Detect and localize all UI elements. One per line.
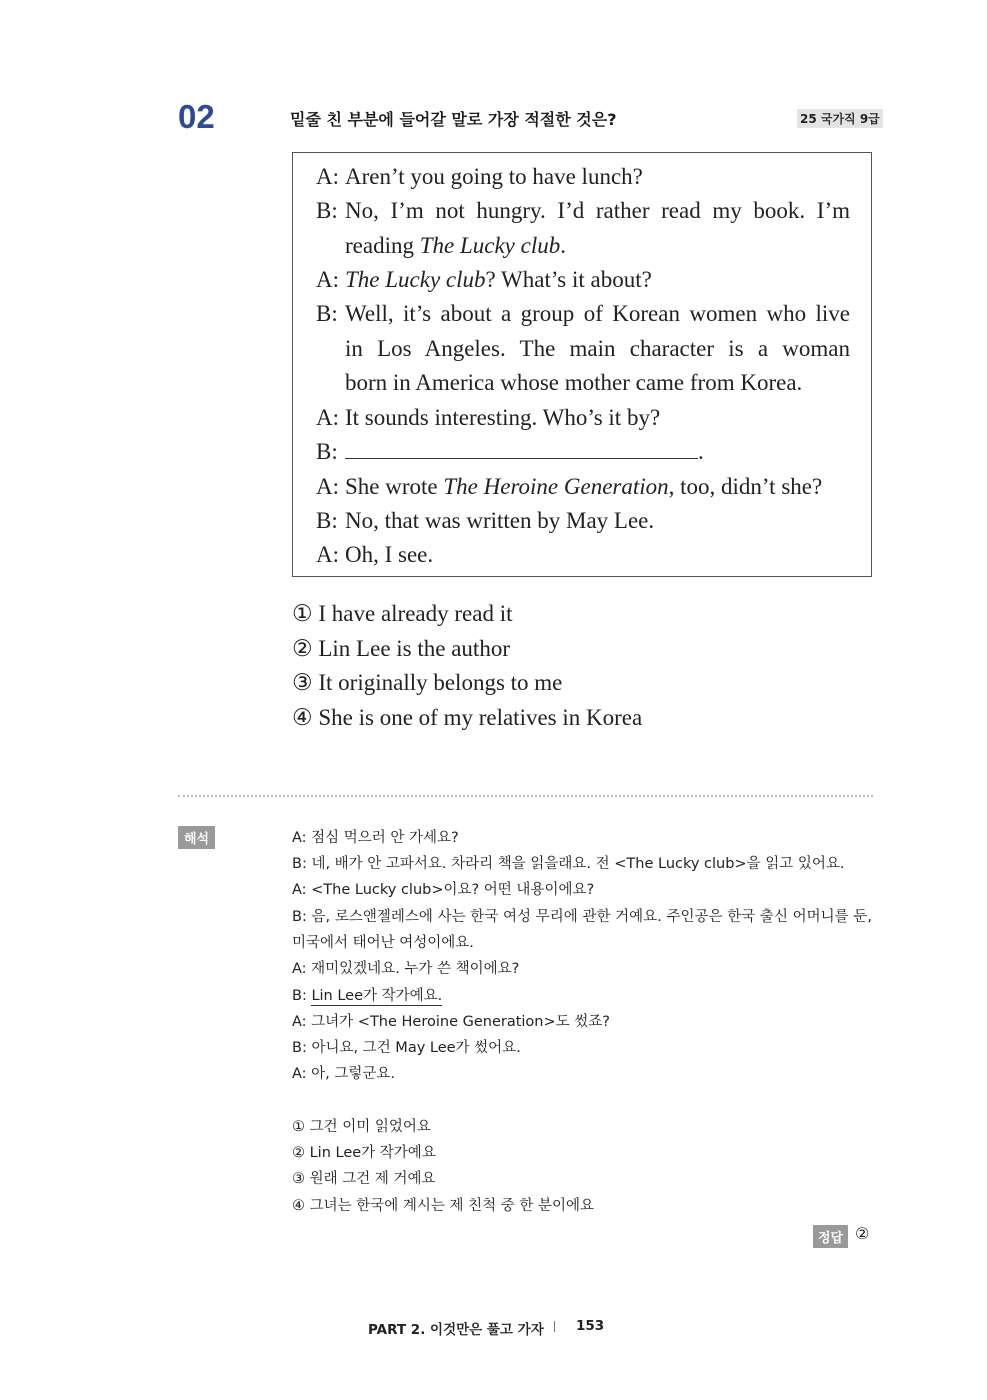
dialogue-line: It sounds interesting. Who’s it by?	[345, 405, 661, 430]
translation-line: B: 음, 로스앤젤레스에 사는 한국 여성 무리에 관한 거예요. 주인공은 한국 출신 어머니를 둔,	[292, 909, 872, 925]
translation-line	[292, 984, 442, 1005]
blank-line	[345, 439, 704, 465]
dialogue-text: reading	[345, 233, 420, 258]
translation-option-1: ① 그건 이미 읽었어요	[292, 1119, 431, 1135]
book-title: The Lucky club	[419, 233, 561, 258]
dialogue-line: born in America whose mother came from Korea.	[345, 370, 803, 395]
translation-option-4: ④ 그녀는 한국에 계시는 제 친척 중 한 분이에요	[292, 1198, 594, 1214]
dialogue-line	[345, 233, 566, 259]
option-2: ② Lin Lee is the author	[292, 636, 510, 661]
book-title: The Lucky club	[345, 267, 486, 292]
dialogue-line: Aren’t you going to have lunch?	[345, 164, 643, 189]
translation-line: A: 그녀가 <The Heroine Generation>도 썼죠?	[292, 1014, 610, 1030]
page-number: 153	[576, 1318, 605, 1334]
source-badge: 25 국가직 9급	[797, 109, 883, 128]
speaker-label: A:	[316, 267, 339, 292]
dialogue-text: .	[698, 439, 704, 464]
translation-line: A: 점심 먹으러 안 가세요?	[292, 830, 459, 846]
dialogue-line	[345, 474, 822, 500]
speaker-label: A:	[316, 405, 339, 430]
translation-line: B: 네, 배가 안 고파서요. 차라리 책을 읽을래요. 전 <The Lucky club>을 읽고 있어요.	[292, 856, 845, 872]
speaker-label: A:	[316, 542, 339, 567]
answer-blank	[345, 440, 698, 459]
translation-line: A: 아, 그렇군요.	[292, 1066, 396, 1082]
dialogue-text: She wrote	[345, 474, 444, 499]
section-divider	[178, 795, 873, 797]
dialogue-line: in Los Angeles. The main character is a woman	[345, 336, 850, 361]
question-prompt: 밑줄 친 부분에 들어갈 말로 가장 적절한 것은?	[290, 110, 617, 129]
speaker-label: B:	[316, 301, 338, 326]
dialogue-text: , too, didn’t she?	[668, 474, 823, 499]
footer-separator	[554, 1321, 555, 1332]
dialogue-line: Oh, I see.	[345, 542, 434, 567]
speaker-label: B:	[316, 198, 338, 223]
option-4: ④ She is one of my relatives in Korea	[292, 705, 643, 730]
book-title: The Heroine Generation	[443, 474, 669, 499]
dialogue-line	[345, 267, 652, 293]
option-3: ③ It originally belongs to me	[292, 670, 563, 695]
answer-tag: 정답	[813, 1225, 848, 1248]
dialogue-line: No, that was written by May Lee.	[345, 508, 655, 533]
speaker-label: B:	[316, 508, 338, 533]
answer-underline: Lin Lee가 작가예요.	[311, 988, 443, 1004]
translation-option-2: ② Lin Lee가 작가예요	[292, 1145, 436, 1161]
option-1: ① I have already read it	[292, 601, 513, 626]
translation-line: A: <The Lucky club>이요? 어떤 내용이에요?	[292, 882, 595, 898]
translation-text: B:	[292, 988, 312, 1004]
translation-line: A: 재미있겠네요. 누가 쓴 책이에요?	[292, 961, 520, 977]
translation-line: 미국에서 태어난 여성이에요.	[292, 935, 474, 951]
dialogue-text: .	[560, 233, 566, 258]
footer-section: PART 2. 이것만은 풀고 가자	[368, 1322, 544, 1338]
speaker-label: A:	[316, 474, 339, 499]
speaker-label: B:	[316, 439, 338, 464]
translation-option-3: ③ 원래 그건 제 거예요	[292, 1171, 436, 1187]
speaker-label: A:	[316, 164, 339, 189]
dialogue-line: Well, it’s about a group of Korean women who live	[345, 301, 850, 326]
translation-line: B: 아니요, 그건 May Lee가 썼어요.	[292, 1040, 521, 1056]
dialogue-text: ? What’s it about?	[485, 267, 652, 292]
question-number: 02	[178, 98, 215, 135]
translation-tag: 해석	[178, 826, 215, 849]
dialogue-line: No, I’m not hungry. I’d rather read my book. I’m	[345, 198, 850, 223]
answer-value: ②	[855, 1224, 870, 1243]
